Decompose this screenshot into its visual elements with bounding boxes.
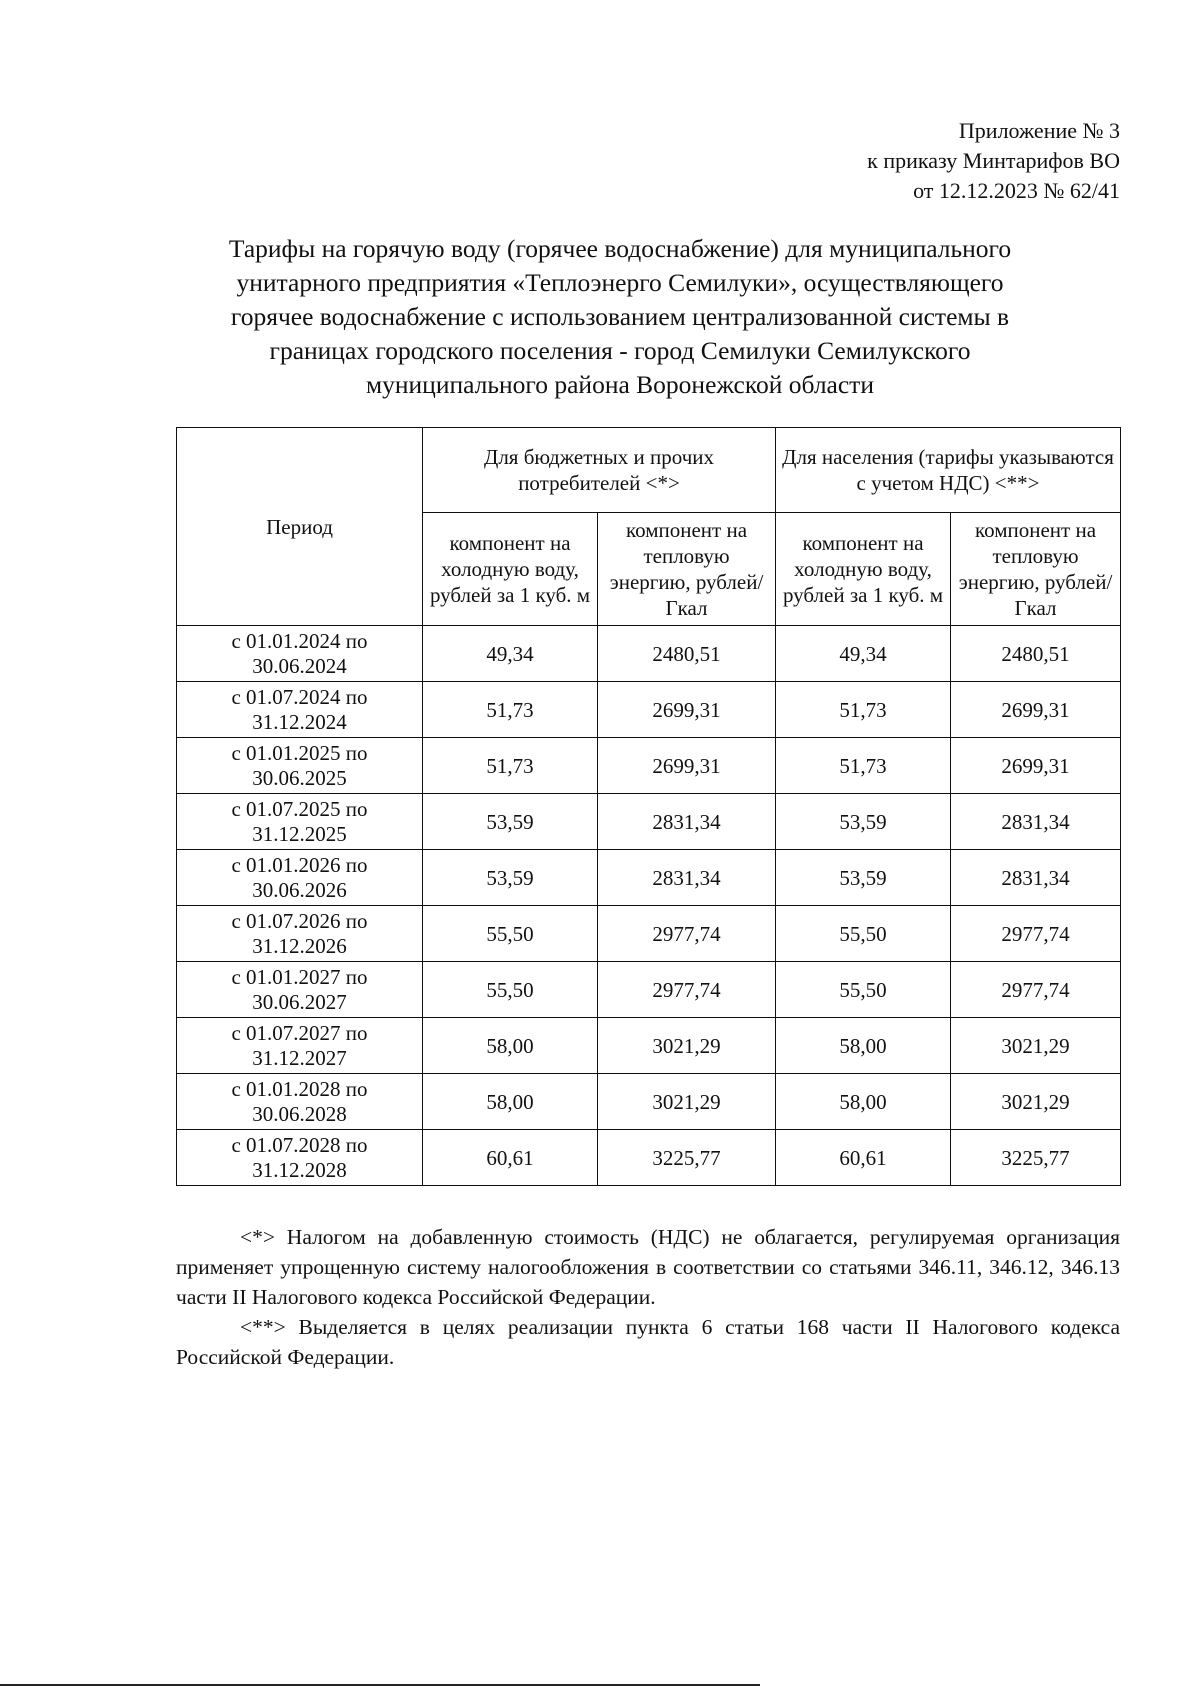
period-to: 31.12.2027 [252, 1045, 347, 1070]
budget-cold-water-value: 58,00 [423, 1018, 598, 1074]
page-bottom-rule [0, 1684, 760, 1686]
period-to: 31.12.2025 [252, 821, 347, 846]
appendix-number: Приложение № 3 [958, 118, 1120, 143]
budget-heat-energy-value: 2977,74 [598, 906, 776, 962]
appendix-header [867, 116, 1120, 206]
title-line: горячее водоснабжение с использованием централизованной системы в [230, 302, 1010, 331]
budget-cold-water-value: 51,73 [423, 682, 598, 738]
population-group-header: Для населения (тарифы указываются с учетом НДС) <**> [776, 428, 1121, 513]
period-cell [177, 962, 423, 1018]
population-heat-energy-value: 2831,34 [951, 850, 1121, 906]
budget-cold-water-value: 58,00 [423, 1074, 598, 1130]
population-cold-water-value: 55,50 [776, 962, 951, 1018]
budget-cold-water-value: 55,50 [423, 906, 598, 962]
population-cold-water-value: 55,50 [776, 906, 951, 962]
population-cold-water-header: компонент на холодную воду, рублей за 1 куб. м [776, 513, 951, 626]
table-row [177, 962, 1121, 1018]
population-heat-energy-value: 3225,77 [951, 1130, 1121, 1186]
budget-cold-water-value: 60,61 [423, 1130, 598, 1186]
table-row [177, 906, 1121, 962]
footnotes [176, 1222, 1120, 1372]
title-line: унитарного предприятия «Теплоэнерго Семилуки», осуществляющего [236, 268, 1004, 297]
table-row [177, 850, 1121, 906]
period-cell [177, 738, 423, 794]
period-column-header: Период [177, 428, 423, 626]
population-cold-water-value: 53,59 [776, 794, 951, 850]
footnote-vat-included: <**> Выделяется в целях реализации пункта 6 статьи 168 части II Налогового кодекса Российской Федерации. [176, 1315, 1120, 1369]
period-to: 31.12.2026 [252, 933, 347, 958]
period-from: с 01.01.2027 по [231, 964, 368, 989]
document-title [150, 232, 1090, 402]
period-to: 31.12.2024 [252, 709, 347, 734]
population-heat-energy-value: 2480,51 [951, 626, 1121, 682]
budget-consumers-group-header: Для бюджетных и прочих потребителей <*> [423, 428, 776, 513]
population-cold-water-value: 51,73 [776, 682, 951, 738]
period-from: с 01.07.2027 по [231, 1020, 368, 1045]
table-header-row [177, 428, 1121, 513]
population-heat-energy-value: 2977,74 [951, 962, 1121, 1018]
table-row [177, 794, 1121, 850]
population-heat-energy-value: 2699,31 [951, 682, 1121, 738]
tariff-rows [177, 626, 1121, 1186]
budget-heat-energy-value: 2699,31 [598, 738, 776, 794]
tariffs-table [176, 427, 1121, 1186]
table-row [177, 1130, 1121, 1186]
table-row [177, 626, 1121, 682]
budget-cold-water-header: компонент на холодную воду, рублей за 1 куб. м [423, 513, 598, 626]
period-to: 30.06.2028 [252, 1101, 347, 1126]
period-cell [177, 682, 423, 738]
population-heat-energy-value: 2977,74 [951, 906, 1121, 962]
period-to: 30.06.2025 [252, 765, 347, 790]
period-from: с 01.01.2025 по [231, 740, 368, 765]
period-from: с 01.07.2025 по [231, 796, 368, 821]
period-to: 30.06.2027 [252, 989, 347, 1014]
table-row [177, 682, 1121, 738]
population-cold-water-value: 53,59 [776, 850, 951, 906]
period-cell [177, 1074, 423, 1130]
population-cold-water-value: 51,73 [776, 738, 951, 794]
population-cold-water-value: 60,61 [776, 1130, 951, 1186]
budget-cold-water-value: 51,73 [423, 738, 598, 794]
period-cell [177, 1018, 423, 1074]
period-from: с 01.01.2028 по [231, 1076, 368, 1101]
period-to: 30.06.2024 [252, 653, 347, 678]
budget-cold-water-value: 55,50 [423, 962, 598, 1018]
period-cell [177, 906, 423, 962]
period-from: с 01.07.2026 по [231, 908, 368, 933]
budget-heat-energy-value: 2831,34 [598, 794, 776, 850]
period-to: 30.06.2026 [252, 877, 347, 902]
footnote-vat-exempt: <*> Налогом на добавленную стоимость (НДС) не облагается, регулируемая организация применяет упрощенную систему налогообложения в соответствии со статьями 346.11, 346.12, 346.13 части II Налогового кодекса Российской Федерации. [176, 1225, 1120, 1309]
period-cell [177, 794, 423, 850]
population-cold-water-value: 49,34 [776, 626, 951, 682]
period-from: с 01.01.2026 по [231, 852, 368, 877]
budget-heat-energy-value: 3021,29 [598, 1018, 776, 1074]
population-heat-energy-value: 3021,29 [951, 1074, 1121, 1130]
table-row [177, 1074, 1121, 1130]
budget-heat-energy-header: компонент на тепловую энергию, рублей/Гкал [598, 513, 776, 626]
budget-heat-energy-value: 2977,74 [598, 962, 776, 1018]
table-row [177, 738, 1121, 794]
period-from: с 01.07.2024 по [231, 684, 368, 709]
population-cold-water-value: 58,00 [776, 1074, 951, 1130]
table-row [177, 1018, 1121, 1074]
budget-cold-water-value: 49,34 [423, 626, 598, 682]
title-line: муниципального района Воронежской области [366, 370, 874, 399]
population-heat-energy-value: 2831,34 [951, 794, 1121, 850]
budget-heat-energy-value: 2699,31 [598, 682, 776, 738]
title-line: Тарифы на горячую воду (горячее водоснабжение) для муниципального [228, 234, 1012, 263]
title-line: границах городского поселения - город Семилуки Семилукского [269, 336, 971, 365]
population-cold-water-value: 58,00 [776, 1018, 951, 1074]
appendix-order-date: от 12.12.2023 № 62/41 [913, 178, 1120, 203]
population-heat-energy-header: компонент на тепловую энергию, рублей/Гкал [951, 513, 1121, 626]
budget-cold-water-value: 53,59 [423, 850, 598, 906]
period-from: с 01.07.2028 по [231, 1132, 368, 1157]
budget-heat-energy-value: 2831,34 [598, 850, 776, 906]
population-heat-energy-value: 3021,29 [951, 1018, 1121, 1074]
budget-heat-energy-value: 3021,29 [598, 1074, 776, 1130]
budget-cold-water-value: 53,59 [423, 794, 598, 850]
period-cell [177, 850, 423, 906]
period-cell [177, 626, 423, 682]
population-heat-energy-value: 2699,31 [951, 738, 1121, 794]
period-from: с 01.01.2024 по [231, 628, 368, 653]
budget-heat-energy-value: 2480,51 [598, 626, 776, 682]
appendix-order-ref: к приказу Минтарифов ВО [867, 148, 1120, 173]
period-to: 31.12.2028 [252, 1157, 347, 1182]
budget-heat-energy-value: 3225,77 [598, 1130, 776, 1186]
period-cell [177, 1130, 423, 1186]
